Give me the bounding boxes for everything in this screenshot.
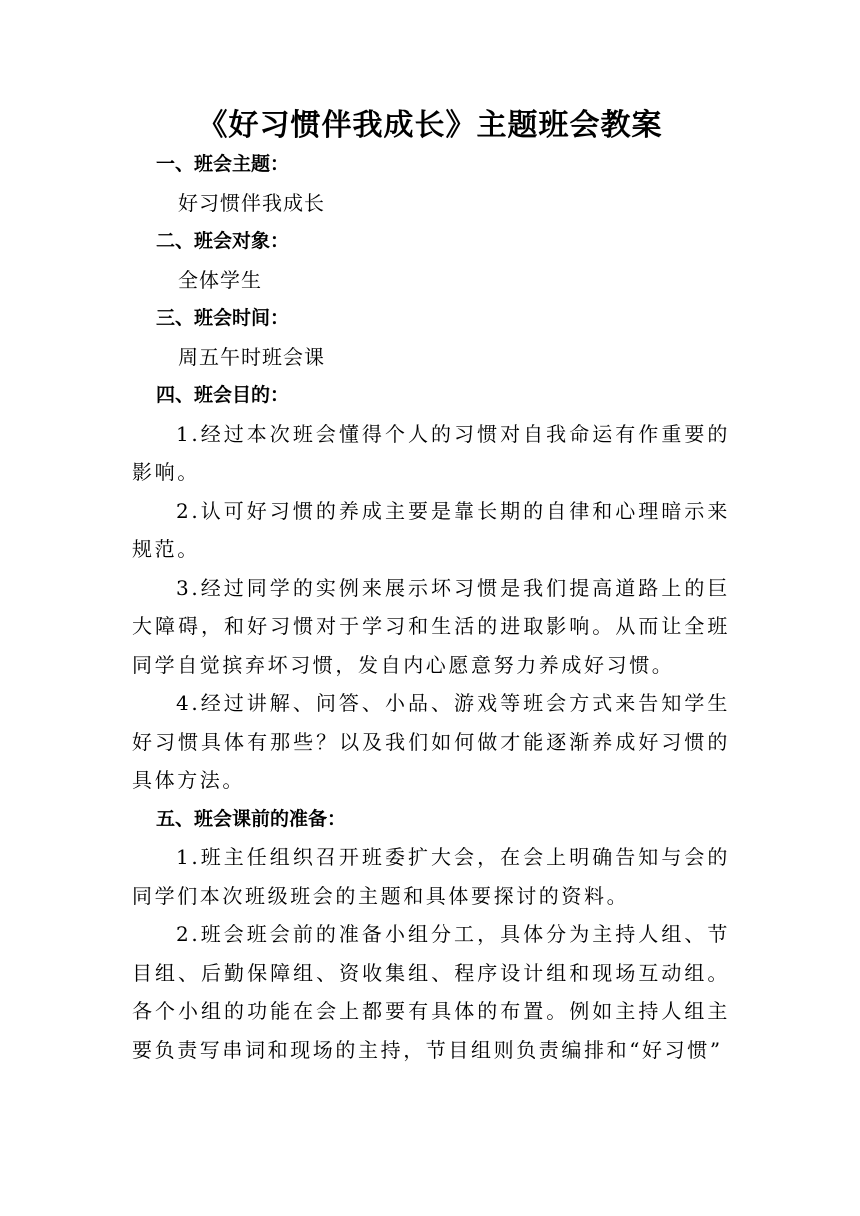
document-title: 《好习惯伴我成长》主题班会教案	[197, 108, 663, 143]
section-heading-time: 三、班会时间：	[156, 307, 290, 329]
section-heading-preparation: 五、班会课前的准备：	[156, 807, 347, 830]
section-heading-topic: 一、班会主题：	[156, 153, 290, 175]
preparation-paragraph-2: 2.班会班会前的准备小组分工，具体分为主持人组、节目组、后勤保障组、资收集组、程序设计组和现场互动组。各个小组的功能在会上都要有具体的布置。例如主持人组主要负责写串词和现场的主持，节目组则负责编排和“好习惯”	[132, 922, 730, 1062]
purpose-paragraph-4: 4.经过讲解、问答、小品、游戏等班会方式来告知学生好习惯具体有那些？以及我们如何做才能逐渐养成好习惯的具体方法。	[132, 691, 730, 792]
purpose-paragraph-2: 2.认可好习惯的养成主要是靠长期的自律和心理暗示来规范。	[132, 498, 730, 561]
section-answer-audience: 全体学生	[178, 267, 262, 292]
preparation-paragraph-1: 1.班主任组织召开班委扩大会，在会上明确告知与会的同学们本次班级班会的主题和具体要探讨的资料。	[132, 845, 730, 908]
section-answer-time: 周五午时班会课	[178, 344, 325, 369]
document-body	[132, 145, 730, 1069]
purpose-paragraph-1: 1.经过本次班会懂得个人的习惯对自我命运有作重要的影响。	[132, 421, 730, 484]
purpose-paragraph-3: 3.经过同学的实例来展示坏习惯是我们提高道路上的巨大障碍，和好习惯对于学习和生活的进取影响。从而让全班同学自觉摈弃坏习惯，发自内心愿意努力养成好习惯。	[132, 575, 730, 677]
section-heading-audience: 二、班会对象：	[156, 230, 290, 252]
section-heading-purpose: 四、班会目的：	[156, 384, 290, 406]
section-answer-topic: 好习惯伴我成长	[178, 190, 325, 215]
